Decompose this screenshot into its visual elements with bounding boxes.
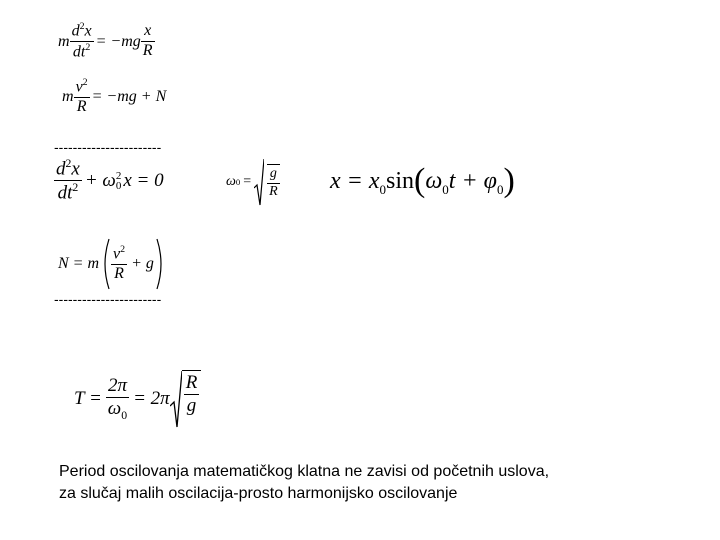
caption-line-2: za slučaj malih oscilacija-prosto harmonijsko oscilovanje [59,485,458,502]
second-derivative-fraction: $\frac{d^2x}{dt^2}$ [56,157,80,204]
equation-newton-normal [62,78,166,116]
second-derivative-fraction: $\frac{d^2x}{dt^2}$ [71,21,92,61]
square-root [170,370,202,428]
omega-symbol: ω [226,174,236,189]
x-over-r-fraction: $\frac{x}{R}$ [142,22,153,60]
equation-angular-frequency: ω 0 = $\frac{g}{R}$ [226,158,283,206]
rhs-text: x = 0 [123,169,164,191]
sine-function: sin [386,167,415,194]
radical-sign-icon [170,370,182,428]
caption-line-1: Period oscilovanja matematičkog klatna ne zavisi od početnih uslova, [59,463,550,480]
omega-term: + ω [84,169,116,191]
equation-period: T = $\frac{2\pi}{\omega_0}$ = 2π $\frac{R}{g}$ [74,370,201,428]
radical-sign-icon [254,158,264,206]
separator-line: ----------------------- [54,291,162,307]
equation-harmonic-oscillator: $\frac{d^2x}{dt^2}$ + ω 2 0 x = 0 [56,157,164,204]
two-pi-over-omega-fraction: $\frac{2\pi}{\omega_0}$ [107,374,128,422]
equation-normal-force: N = m $\frac{v^2}{R}$ + g [58,238,166,290]
mass-symbol: m [62,87,74,105]
rhs-text: = −mg + N [91,87,167,105]
caption-text [59,461,549,505]
equals-sign: = [243,174,252,189]
left-bracket-icon [100,238,110,290]
g-over-r-fraction: $\frac{g}{R}$ [269,166,278,199]
v2-over-r-fraction: $\frac{v^2}{R}$ [113,244,126,283]
r-over-g-fraction: $\frac{R}{g}$ [182,370,202,428]
right-bracket-icon [156,238,166,290]
left-paren: ( [414,162,426,199]
v2-over-r-fraction: $\frac{v^2}{R}$ [75,77,88,116]
square-root [254,158,283,206]
equation-newton-tangential [58,22,155,61]
separator-line: ----------------------- [54,139,162,155]
right-paren: ) [503,162,515,199]
rhs-text: = −mg [95,32,141,50]
equation-solution: x = x $_0$ sin ( ω $_0$ t + φ $_0$ ) [330,162,515,199]
mass-symbol: m [58,32,70,50]
